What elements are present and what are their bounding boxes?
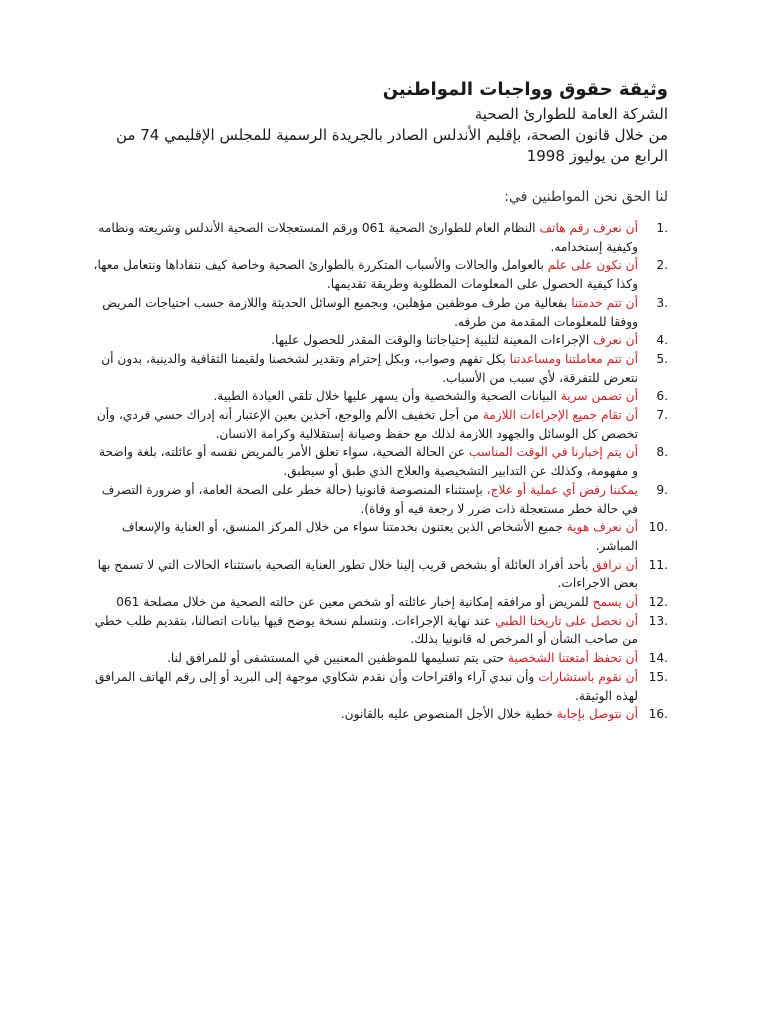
list-item	[90, 668, 668, 705]
document-title: وثيقة حقوق وواجبات المواطنين	[382, 79, 668, 100]
item-number: 3.	[656, 295, 668, 310]
item-number: 10.	[648, 520, 668, 535]
legal-source: من خلال قانون الصحة، بإقليم الأندلس الصادر بالجريدة الرسمية للمجلس الإقليمي 74 من الرابع من يوليوز 1998	[116, 126, 668, 165]
list-item	[90, 649, 668, 668]
item-number: 4.	[656, 333, 668, 348]
list-item	[90, 705, 668, 724]
item-text: بكل تفهم وصواب، وبكل إحترام وتقدير لشخصنا ولقيمنا الثقافية والدينية، بدون أن نتعرض للتفرقة، لأي سبب من الأسباب.	[101, 351, 638, 385]
list-item	[90, 219, 668, 256]
item-highlight: أن نكون على علم	[547, 258, 638, 273]
item-number: 6.	[656, 389, 668, 404]
item-text: حتى يتم تسليمها للموظفين المعنيين في المستشفى أو للمرافق لنا.	[166, 651, 508, 666]
item-number: 13.	[648, 613, 668, 628]
item-number: 7.	[656, 408, 668, 423]
item-highlight: أن نعرف هوية	[566, 520, 638, 535]
list-item	[90, 387, 668, 406]
item-highlight: أن نرافق	[592, 557, 638, 572]
item-highlight: أن نحصل على تاريخنا الطبي	[495, 613, 638, 628]
list-item	[90, 256, 668, 293]
item-text: بإستثناء المنصوصة قانونيا (حالة خطر على الصحة العامة، أو ضرورة التصرف في حالة خطر مستعجلة ذات ضرر لا رجعة فيه أو وفاة).	[101, 482, 638, 516]
item-text: الإجراءات المعينة لتلبية إحتياجاتنا والوقت المقدر للحصول عليها.	[271, 333, 594, 348]
item-number: 12.	[648, 595, 668, 610]
item-highlight: أن تضمن سرية	[560, 389, 638, 404]
item-number: 8.	[656, 445, 668, 460]
item-highlight: أن يتم إخبارنا في الوقت المناسب	[468, 445, 638, 460]
item-text: عن الحالة الصحية، سواء تعلق الأمر بالمريض نفسه أو عائلته، بلغة واضحة و مفهومة، وكذلك عن التدابير التشخيصية والعلاج الذي طبق أو سيطبق.	[99, 445, 638, 479]
item-text: جميع الأشخاص الذين يعتنون بخدمتنا سواء من خلال المركز المنسق، أو العناية والإسعاف المباشر.	[121, 520, 638, 553]
list-item	[90, 294, 668, 331]
item-number: 2.	[656, 258, 668, 273]
item-text: بالعوامل والحالات والأسباب المتكررة بالطوارئ الصحية وخاصة كيف نتفاداها ونتعامل معها، وكذا كيفية الحصول على المعلومات المطلوبة وطريقة تقديمها.	[93, 258, 638, 292]
item-number: 16.	[648, 707, 668, 722]
item-highlight: أن يسمح	[592, 595, 638, 610]
item-text: بأحد أفراد العائلة أو بشخص قريب إلينا خلال تطور العناية الصحية باستثناء الحالات التي لا تسمح بها بعض الاجراءات.	[97, 557, 638, 591]
item-highlight: يمكننا رفض أي عملية أو علاج،	[486, 482, 638, 497]
item-number: 15.	[648, 669, 668, 684]
list-item	[90, 350, 668, 387]
item-number: 5.	[656, 351, 668, 366]
list-item	[90, 556, 668, 593]
list-item	[90, 593, 668, 612]
rights-list	[90, 219, 668, 724]
item-number: 11.	[648, 557, 668, 572]
item-text: عند نهاية الإجراءات. ونتسلم نسخة يوضح فيها بيانات اتصالنا، بتقديم طلب خطي من صاحب الشأن أو المرخص له قانونيا بذلك.	[94, 613, 638, 647]
item-text: البيانات الصحية والشخصية وأن يسهر عليها خلال تلقي العيادة الطبية.	[213, 389, 561, 404]
item-text: من أجل تخفيف الألم والوجع، آخذين بعين الإعتبار أنه إدراك حسي فردي، وأن تخصص كل الوسائل والجهود اللازمة لذلك مع حفظ وصيانة إستقلالية وكرامة الانسان.	[96, 408, 638, 441]
list-item	[90, 406, 668, 443]
item-text: خطية خلال الأجل المنصوص عليه بالقانون.	[340, 707, 557, 722]
organization-name: الشركة العامة للطوارئ الصحية	[474, 105, 668, 123]
item-text: بفعالية من طرف موظفين مؤهلين، وبجميع الوسائل الحديثة واللازمة حسب احتياجات المريض ووفقا للمعلومات المقدمة من طرفه.	[102, 295, 638, 329]
rights-intro: لنا الحق نحن المواطنين في:	[504, 189, 668, 205]
item-text: للمريض أو مرافقه إمكانية إخبار عائلته أو شخص معين عن حالته الصحية من خلال مصلحة 061	[116, 595, 593, 610]
list-item	[90, 443, 668, 480]
item-number: 9.	[656, 482, 668, 497]
list-item	[90, 518, 668, 555]
item-highlight: أن تقام جميع الإجراءات اللازمة	[482, 408, 638, 423]
item-highlight: أن نقوم باستشارات	[538, 669, 638, 684]
list-item	[90, 331, 668, 350]
item-highlight: أن نتوصل بإجابة	[556, 707, 638, 722]
list-item	[90, 612, 668, 649]
item-highlight: أن تحفظ أمتعتنا الشخصية	[507, 651, 638, 666]
item-highlight: أن تتم معاملتنا ومساعدتنا	[509, 351, 638, 366]
document-page	[90, 78, 668, 724]
item-number: 14.	[648, 651, 668, 666]
list-item	[90, 481, 668, 518]
item-number: 1.	[656, 221, 668, 235]
item-highlight: أن تتم خدمتنا	[571, 295, 638, 310]
item-highlight: أن نعرف رقم هاتف	[539, 221, 638, 235]
item-text: النظام العام للطوارئ الصحية 061 ورقم المستعجلات الصحية الأندلس وشريعته ونظامه وكيفية إستخدامه.	[98, 221, 638, 254]
item-highlight: أن نعرف	[593, 333, 638, 348]
item-text: وأن نبدي آراء واقتراحات وأن نقدم شكاوي موجهة إلى البريد أو إلى رقم الهاتف المرافق لهذه الوثيقة.	[94, 669, 638, 703]
